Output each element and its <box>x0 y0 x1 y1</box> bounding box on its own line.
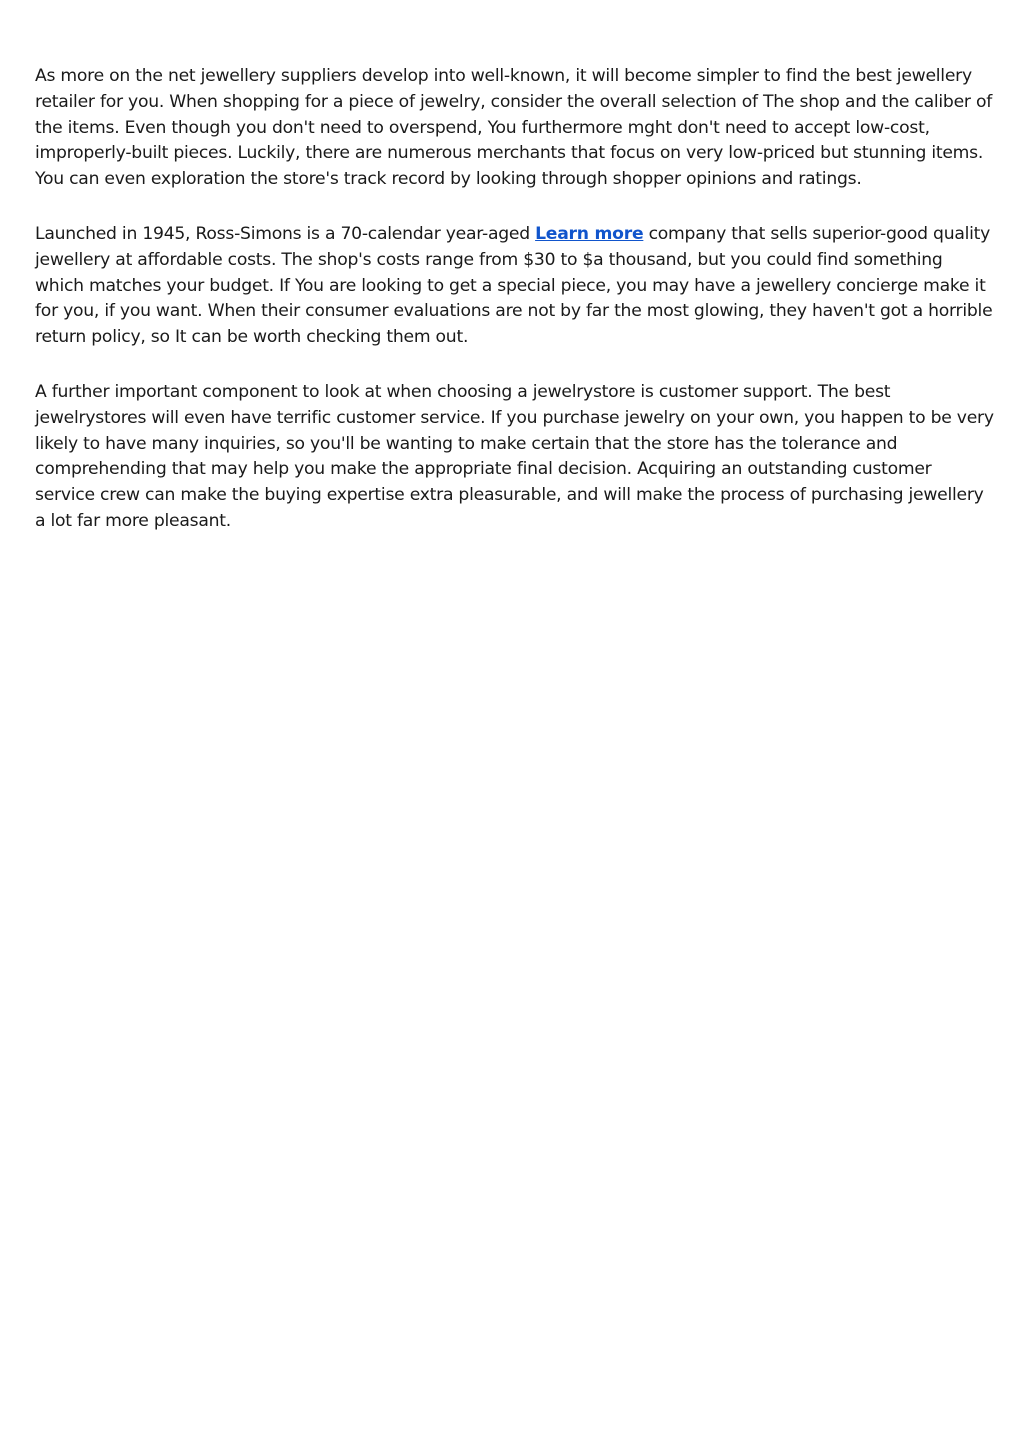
paragraph-ross-simons <box>35 222 995 351</box>
paragraph-intro: As more on the net jewellery suppliers develop into well-known, it will become simpler to find the best jewellery retailer for you. When shopping for a piece of jewelry, consider the overall selection of The shop and the caliber of the items. Even though you don't need to overspend, You furthermore mght don't need to accept low-cost, improperly-built pieces. Luckily, there are numerous merchants that focus on very low-priced but stunning items. You can even exploration the store's track record by looking through shopper opinions and ratings. <box>35 66 993 190</box>
article-body <box>35 64 995 564</box>
paragraph-text-before-link: Launched in 1945, Ross-Simons is a 70-calendar year-aged <box>35 223 536 244</box>
paragraph-text-after-link: company that sells superior-good quality jewellery at affordable costs. The shop's costs range from $30 to $a thousand, but you could find something which matches your budget. If You are looking to get a special piece, you may have a jewellery concierge make it for you, if you want. When their consumer evaluations are not by far the most glowing, they haven't got a horrible return policy, so It can be worth checking them out. <box>35 223 993 348</box>
paragraph-customer-support: A further important component to look at when choosing a jewelrystore is customer support. The best jewelrystores will even have terrific customer service. If you purchase jewelry on your own, you happen to be very likely to have many inquiries, so you'll be wanting to make certain that the store has the tolerance and comprehending that may help you make the appropriate final decision. Acquiring an outstanding customer service crew can make the buying expertise extra pleasurable, and will make the process of purchasing jewellery a lot far more pleasant. <box>35 381 994 531</box>
learn-more-link[interactable]: Learn more <box>535 223 644 244</box>
